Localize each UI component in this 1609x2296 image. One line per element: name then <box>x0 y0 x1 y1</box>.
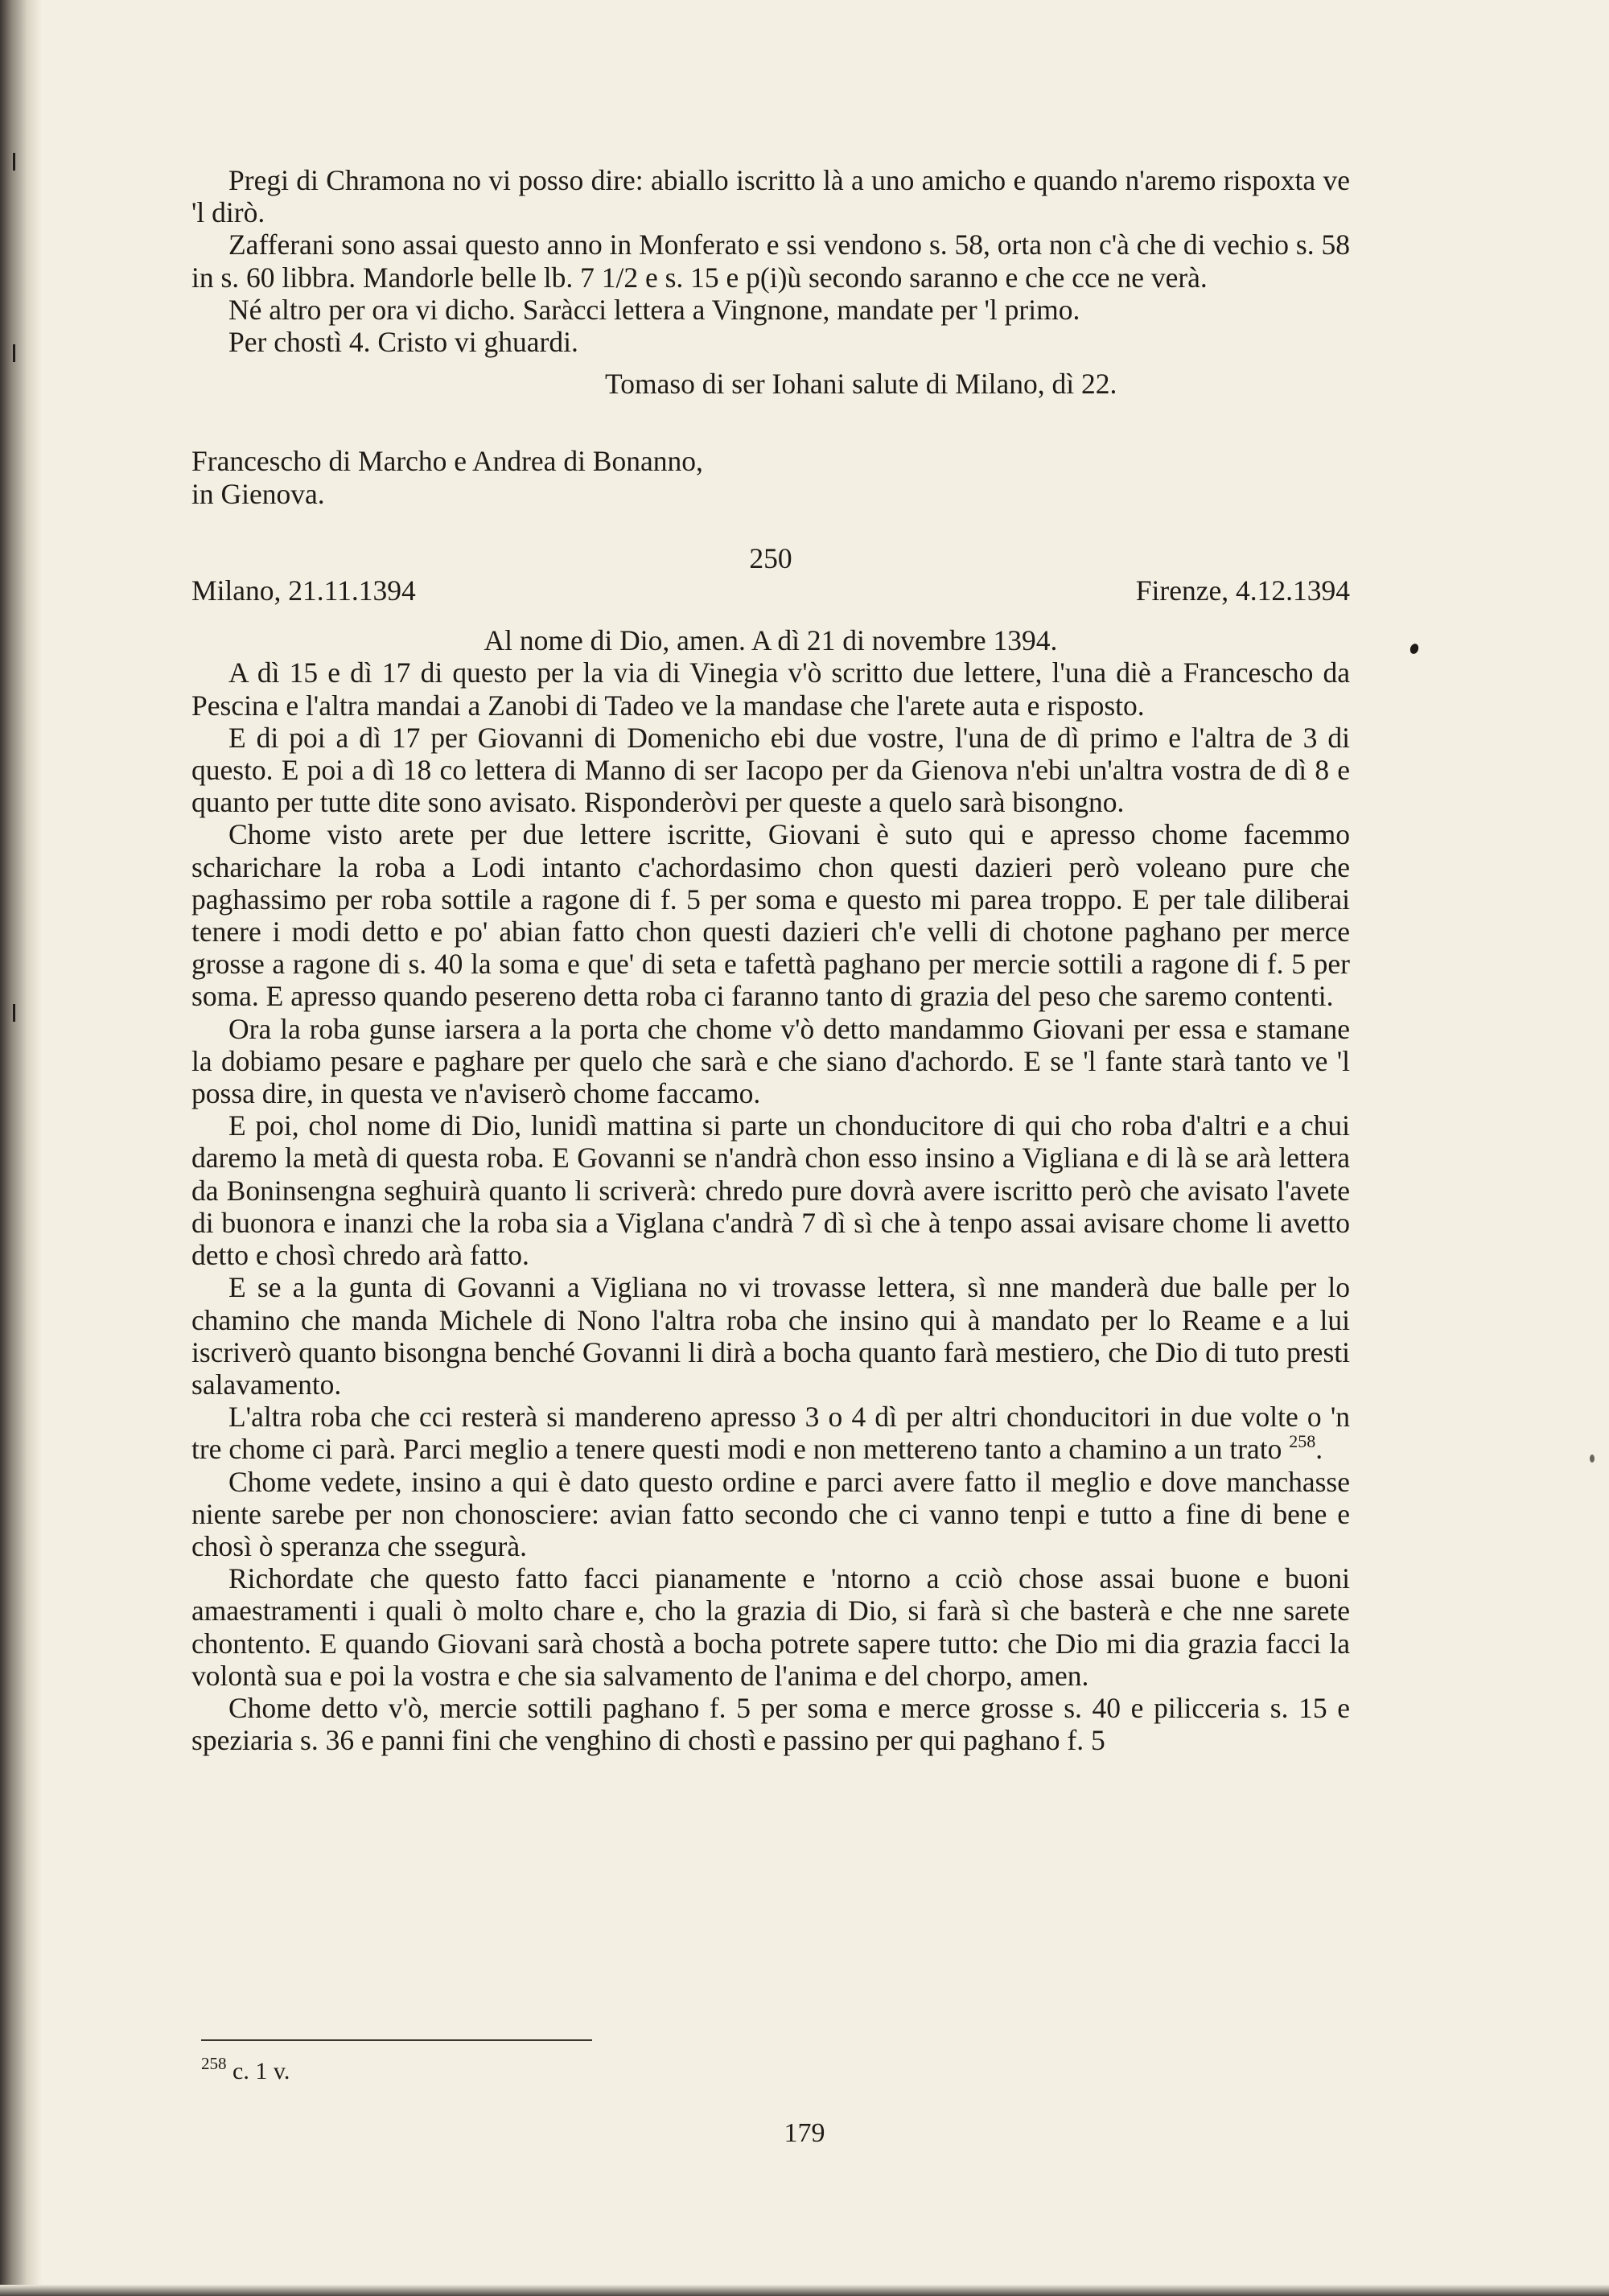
edge-mark <box>13 1004 15 1022</box>
signature: Tomaso di ser Iohani salute di Milano, dì 22. <box>605 368 1117 401</box>
footnote-rule <box>201 2039 592 2041</box>
letter-opening: Al nome di Dio, amen. A dì 21 di novembre 1394. <box>484 624 1058 657</box>
paragraph: E di poi a dì 17 per Giovanni di Domenicho ebi due vostre, l'una de dì primo e l'altra de 3 di questo. E poi a dì 18 co lettera di Manno di ser Iacopo per da Gienova n'ebi un'altra vostra de dì 8 e quanto per tutte dite sono avisato. Risponderòvi per queste a quelo sarà bisongno. <box>191 721 1350 819</box>
letter-origin: Milano, 21.11.1394 <box>191 574 416 607</box>
paragraph-with-footnote <box>191 1401 1350 1465</box>
paragraph-tail: . <box>1315 1433 1323 1466</box>
page-bottom-edge <box>0 2285 1609 2296</box>
address-line: Francescho di Marcho e Andrea di Bonanno, <box>191 445 703 478</box>
footnote <box>201 2054 290 2085</box>
paragraph: Chome visto arete per due lettere iscritte, Giovani è suto qui e apresso chome facemmo scharichare la roba a Lodi intanto c'achordasimo chon questi dazieri però voleano pure che paghassimo per roba sottile a ragone di f. 5 per soma e questo mi parea troppo. E per tale diliberai tenere i modi detto e po' abian fatto chon questi dazieri ch'e velli di chotone paghano per merce grosse a ragone di s. 40 la soma e que' di seta e tafettà paghano per mercie sottili a ragone di f. 5 per soma. E apresso quando pesereno detta roba ci faranno tanto di grazia del peso che saremo contenti. <box>191 818 1350 1013</box>
paragraph: E poi, chol nome di Dio, lunidì mattina si parte un chonducitore di qui cho roba d'altri e a chui daremo la metà di questa roba. E Govanni se n'andrà chon esso insino a Vigliana e di là se arà lettera da Boninsengna seghuirà quanto li scriverà: chredo pure dovrà avere iscritto però che avisato l'avete di buonora e inanzi che la roba sia a Viglana c'andrà 7 dì sì che à tenpo assai avisare chome li avetto detto e chosì chredo arà fatto. <box>191 1109 1350 1272</box>
letter-number: 250 <box>749 541 792 574</box>
previous-letter-ending <box>191 164 1350 510</box>
ink-dot-mark <box>1409 643 1420 656</box>
paragraph: Né altro per ora vi dicho. Saràcci lettera a Vingnone, mandate per 'l primo. <box>228 293 1080 326</box>
address-block <box>191 445 1350 509</box>
edge-mark <box>13 153 15 171</box>
paragraph: Ora la roba gunse iarsera a la porta che chome v'ò detto mandammo Giovani per essa e stamane la dobiamo pesare e paghare per quelo che sarà e che siano d'achordo. E se 'l fante starà tanto ve 'l possa dire, in questa ve n'aviserò chome faccamo. <box>191 1012 1350 1110</box>
edge-mark <box>13 344 15 362</box>
paragraph: Zafferani sono assai questo anno in Monferato e ssi vendono s. 58, orta non c'à che di vechio s. 58 in s. 60 libbra. Mandorle belle lb. 7 1/2 e s. 15 e p(i)ù secondo saranno e che cce ne verà. <box>191 228 1350 294</box>
paragraph-text: L'altra roba che cci resterà si mandereno apresso 3 o 4 dì per altri chonducitori in due volte o 'n tre chome ci parà. Parci meglio a tenere questi modi e non mettereno tanto a chamino a un trato <box>191 1401 1350 1466</box>
paragraph: Pregi di Chramona no vi posso dire: abiallo iscritto là a uno amicho e quando n'aremo rispoxta ve 'l dirò. <box>191 164 1350 229</box>
address-line: in Gienova. <box>191 477 325 510</box>
paragraph: Per chostì 4. Cristo vi ghuardi. <box>228 326 578 359</box>
paragraph: E se a la gunta di Govanni a Vigliana no vi trovasse lettera, sì nne manderà due balle per lo chamino che manda Michele di Nono l'altra roba che insino qui à mandato per lo Reame e a lui iscriverò quanto bisongna benché Govanni li dirà a bocha quanto farà mestiero, che Dio di tuto presti salavamento. <box>191 1271 1350 1401</box>
paragraph: Richordate che questo fatto facci pianamente e 'ntorno a cciò chose assai buone e buoni amaestramenti i quali ò molto chare e, cho la grazia di Dio, si farà sì che basterà e che nne sarete chontento. E quando Giovani sarà chostà a bocha potrete sapere tutto: che Dio mi dia grazia facci la volontà sua e poi la vostra e che sia salvamento de l'anima e del chorpo, amen. <box>191 1562 1350 1692</box>
page-number: 179 <box>784 2118 825 2148</box>
letter-destination: Firenze, 4.12.1394 <box>1135 574 1350 607</box>
paragraph: Chome vedete, insino a qui è dato questo ordine e parci avere fatto il meglio e dove manchasse niente sarebe per non chonosciere: avian fatto secondo che ci vanno tenpi e tutto a fine di bene e chosì ò speranza che ssegurà. <box>191 1465 1350 1562</box>
paragraph: Chome detto v'ò, mercie sottili paghano f. 5 per soma e merce grosse s. 40 e pilicceria s. 15 e speziaria s. 36 e panni fini che venghino di chostì e passino per qui paghano f. 5 <box>191 1691 1350 1757</box>
dateline <box>191 574 1350 607</box>
paragraph: A dì 15 e dì 17 di questo per la via di Vinegia v'ò scritto due lettere, l'una diè a Francescho da Pescina e l'altra mandai a Zanobi di Tadeo ve la mandase che l'arete auta e risposto. <box>191 656 1350 722</box>
footnote-reference[interactable]: 258 <box>1289 1431 1316 1452</box>
ink-speck-mark <box>1590 1455 1595 1463</box>
footnote-number: 258 <box>201 2054 227 2073</box>
book-gutter <box>0 0 42 2296</box>
letter-250 <box>191 542 1350 1757</box>
footnote-text: c. 1 v. <box>233 2058 290 2084</box>
page-body <box>191 164 1350 1756</box>
